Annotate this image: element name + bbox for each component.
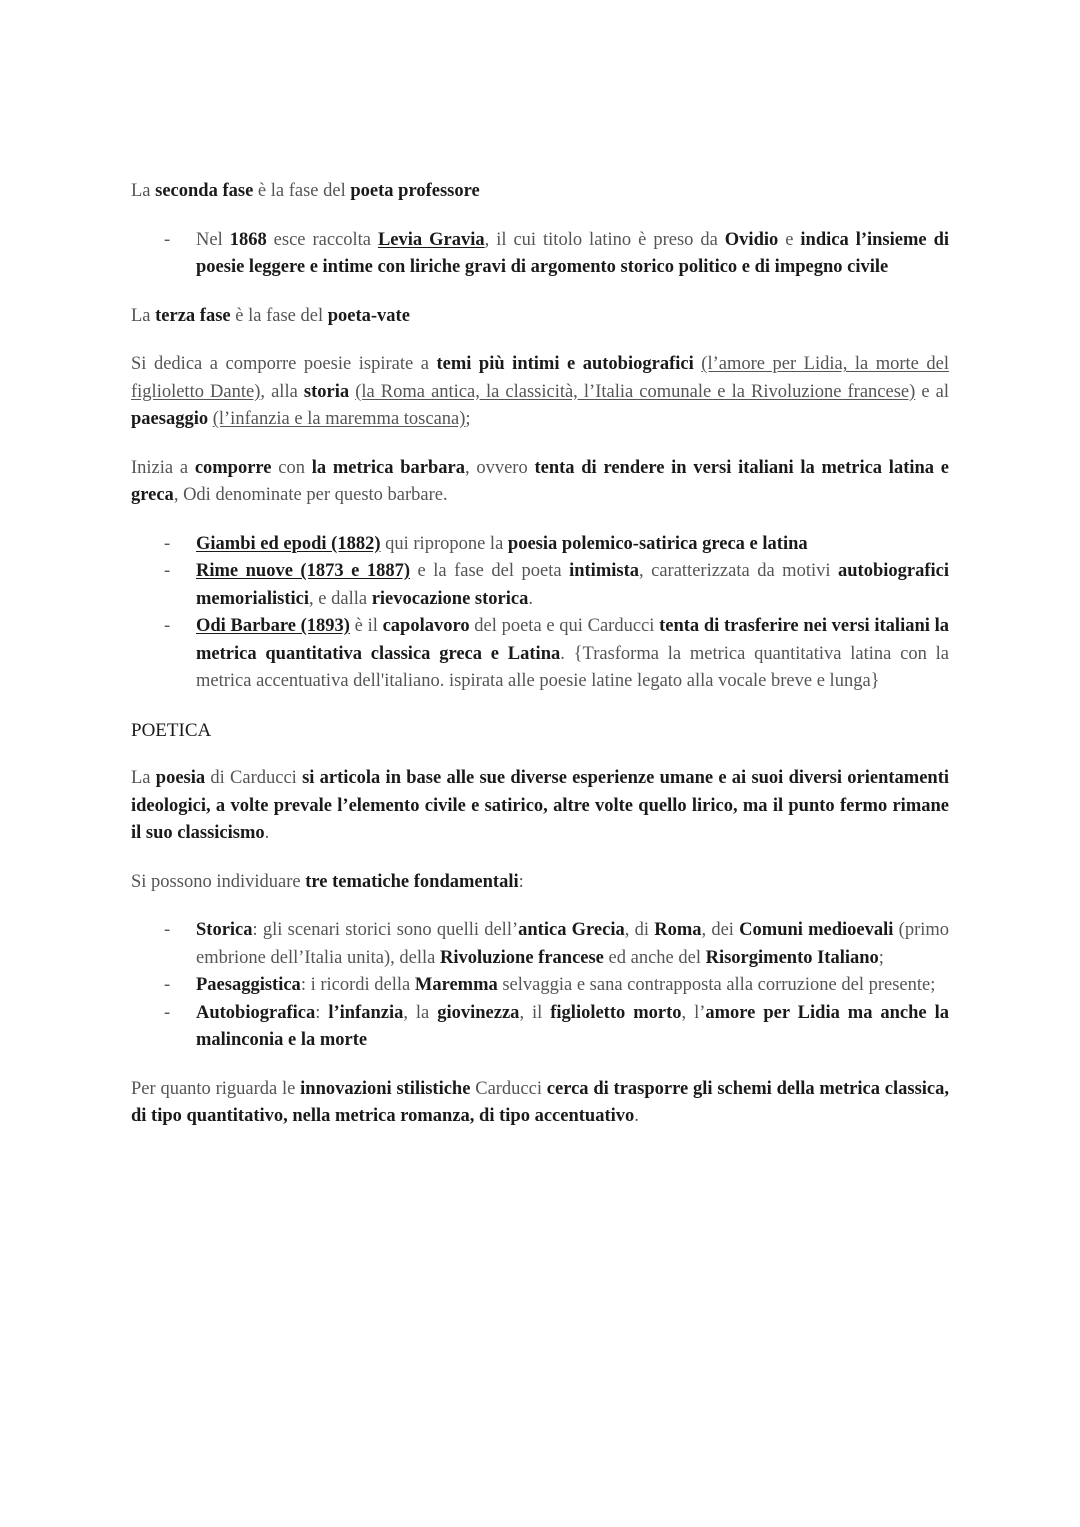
bullet-dash: - xyxy=(164,616,171,636)
bullet-dash: - xyxy=(164,229,171,250)
bullet-dash: - xyxy=(164,561,171,581)
third-phase-intro: La terza fase è la fase del poeta-vate xyxy=(131,305,410,326)
barbarian-metric-paragraph: Inizia a comporre con la metrica barbara, ovvero tenta di rendere in versi italiani la metrica latina e greca, Odi denominate per questo barbare. xyxy=(131,457,949,505)
themes-intro: Si possono individuare tre tematiche fondamentali: xyxy=(131,871,524,892)
themes-paragraph: Si dedica a comporre poesie ispirate a temi più intimi e autobiografici (l’amore per Lidia, la morte del figlioletto Dante), alla storia (la Roma antica, la classicità, l’Italia comunale e la Rivoluzione francese) e al paesaggio (l’infanzia e la maremma toscana); xyxy=(131,354,950,429)
list-item: - Nel 1868 esce raccolta Levia Gravia, il cui titolo latino è preso da Ovidio e indica l’insieme di poesie leggere e intime con liriche gravi di argomento storico politico e di impegno civile xyxy=(131,227,949,282)
list-item: - Giambi ed epodi (1882) qui ripropone la poesia polemico-satirica greca e latina xyxy=(131,531,949,559)
document-body xyxy=(131,178,949,1152)
bullet-dash: - xyxy=(164,920,171,940)
second-phase-intro: La seconda fase è la fase del poeta professore xyxy=(131,181,480,201)
second-phase-list xyxy=(131,227,949,282)
list-item: - Odi Barbare (1893) è il capolavoro del poeta e qui Carducci tenta di trasferire nei versi italiani la metrica quantitativa classica greca e Latina. {Trasforma la metrica quantitativa latina con la metrica accentuativa dell'italiano. ispirata alle poesie latine legato alla vocale breve e lunga} xyxy=(131,613,949,696)
poetica-heading: POETICA xyxy=(131,719,212,741)
stylistic-paragraph: Per quanto riguarda le innovazioni stilistiche Carducci cerca di trasporre gli schemi della metrica classica, di tipo quantitativo, nella metrica romanza, di tipo accentuativo. xyxy=(131,1078,949,1126)
bullet-dash: - xyxy=(164,533,171,554)
list-item: - Autobiografica: l’infanzia, la giovinezza, il figlioletto morto, l’amore per Lidia ma anche la malinconia e la morte xyxy=(131,1000,949,1055)
list-item: - Rime nuove (1873 e 1887) e la fase del poeta intimista, caratterizzata da motivi autobiografici memorialistici, e dalla rievocazione storica. xyxy=(131,558,949,613)
poetica-paragraph: La poesia di Carducci si articola in base alle sue diverse esperienze umane e ai suoi diversi orientamenti ideologici, a volte prevale l’elemento civile e satirico, altre volte quello lirico, ma il punto fermo rimane il suo classicismo. xyxy=(131,768,950,843)
list-item: - Storica: gli scenari storici sono quelli dell’antica Grecia, di Roma, dei Comuni medioevali (primo embrione dell’Italia unita), della Rivoluzione francese ed anche del Risorgimento Italiano; xyxy=(131,917,949,972)
works-list xyxy=(131,531,949,696)
themes-list xyxy=(131,917,949,1055)
bullet-dash: - xyxy=(164,1002,171,1023)
list-item: - Paesaggistica: i ricordi della Maremma selvaggia e sana contrapposta alla corruzione del presente; xyxy=(131,972,949,1000)
bullet-dash: - xyxy=(164,975,171,995)
